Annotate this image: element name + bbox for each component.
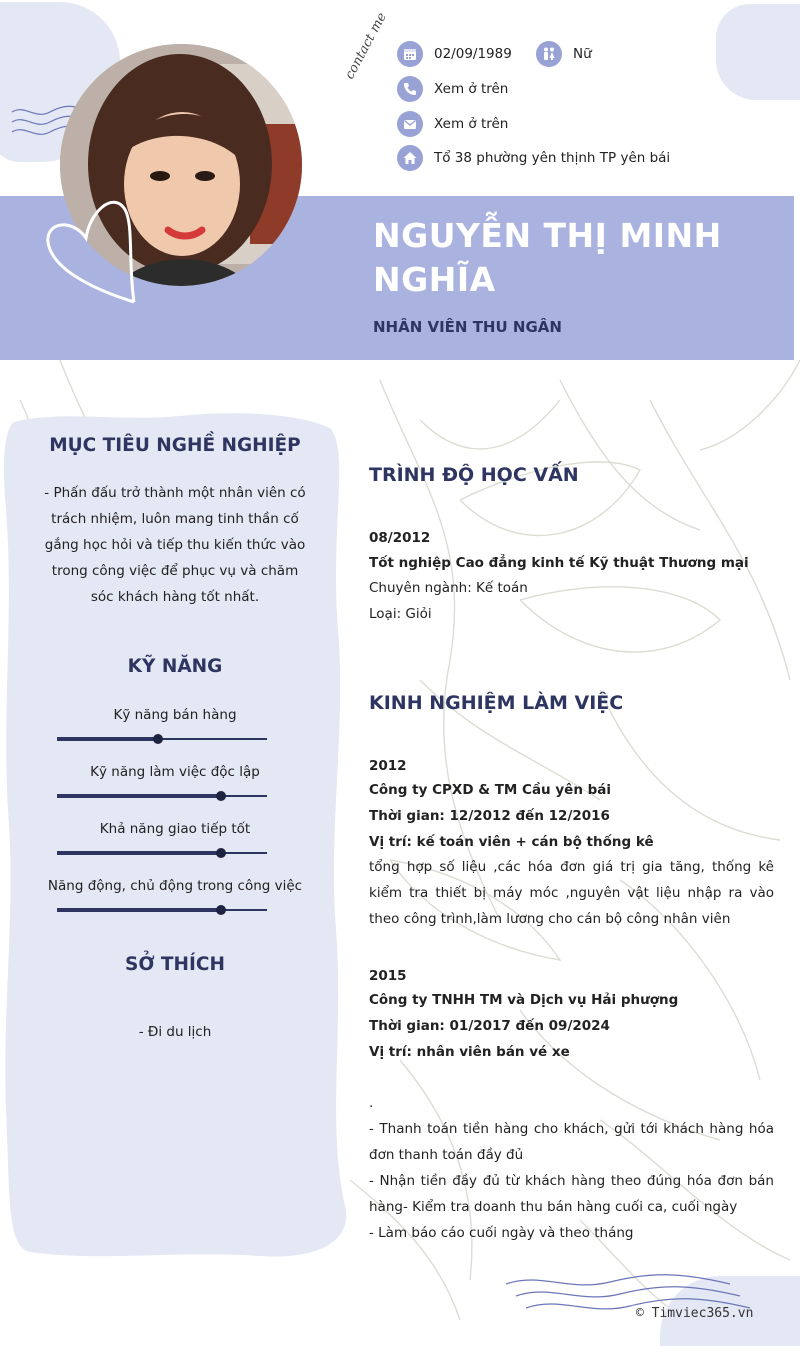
skill-label: Khả năng giao tiếp tốt	[99, 821, 251, 837]
skill-bar-fill	[57, 908, 221, 912]
job-duty-line: - Làm báo cáo cuối ngày và theo tháng	[369, 1225, 634, 1241]
phone-value: Xem ở trên	[434, 81, 509, 97]
skill-bar-fill	[57, 737, 158, 741]
envelope-icon	[397, 111, 423, 137]
address-value: Tổ 38 phường yên thịnh TP yên bái	[434, 150, 671, 166]
candidate-title: NHÂN VIÊN THU NGÂN	[373, 318, 562, 336]
job-year: 2012	[369, 758, 407, 774]
skill-bar	[57, 909, 267, 911]
job-position: Vị trí: nhân viên bán vé xe	[369, 1044, 570, 1060]
skill-bar	[57, 738, 267, 740]
contact-address	[397, 144, 670, 172]
skill-label: Kỹ năng làm việc độc lập	[90, 764, 260, 780]
home-icon	[397, 145, 423, 171]
job-period: Thời gian: 01/2017 đến 09/2024	[369, 1018, 610, 1034]
skill-bar-fill	[57, 851, 221, 855]
job-description	[369, 1090, 774, 1246]
gender-icon	[536, 41, 562, 67]
job-duty-line: - Nhận tiền đầy đủ từ khách hàng theo đúng hóa đơn bán hàng- Kiểm tra doanh thu bán hàng cuối ca, cuối ngày	[369, 1173, 774, 1215]
education-major: Chuyên ngành: Kế toán	[369, 580, 528, 596]
objective-text: - Phấn đấu trở thành một nhân viên có trách nhiệm, luôn mang tinh thần cố gắng học hỏi và tiếp thu kiến thức vào trong công việc để phục vụ và chăm sóc khách hàng tốt nhất.	[44, 485, 306, 605]
skill-bar	[57, 852, 267, 854]
job-description: tổng hợp số liệu ,các hóa đơn giá trị gia tăng, thống kê kiểm tra thiết bị máy móc ,nguyên vật liệu nhập ra vào theo công trình,làm lương cho cán bộ công nhân viên	[369, 859, 774, 927]
skill-bar-handle	[216, 905, 226, 915]
skill-label: Năng động, chủ động trong công việc	[47, 878, 303, 894]
candidate-name: NGUYỄN THỊ MINH NGHĨA	[373, 216, 722, 299]
skill-label: Kỹ năng bán hàng	[113, 707, 237, 723]
calendar-icon	[397, 41, 423, 67]
skill-bar-handle	[216, 791, 226, 801]
skill-bar-handle	[216, 848, 226, 858]
phone-icon	[397, 76, 423, 102]
skill-bar-handle	[153, 734, 163, 744]
email-value: Xem ở trên	[434, 116, 509, 132]
education-school: Tốt nghiệp Cao đẳng kinh tế Kỹ thuật Thương mại	[369, 555, 749, 571]
contact-gender	[536, 40, 592, 68]
hobby-item: - Đi du lịch	[138, 1024, 212, 1040]
skill-bar	[57, 795, 267, 797]
education-grade: Loại: Giỏi	[369, 606, 432, 622]
job-position: Vị trí: kế toán viên + cán bộ thống kê	[369, 834, 654, 850]
skills-heading: KỸ NĂNG	[127, 656, 223, 677]
job-year: 2015	[369, 968, 407, 984]
contact-dob	[397, 40, 512, 68]
experience-heading: KINH NGHIỆM LÀM VIỆC	[369, 692, 624, 714]
svg-text:contact me: contact me	[342, 10, 390, 82]
job-duty-line: .	[369, 1095, 374, 1111]
job-company: Công ty CPXD & TM Cầu yên bái	[369, 782, 612, 798]
job-duty-line: - Thanh toán tiền hàng cho khách, gửi tới khách hàng hóa đơn thanh toán đầy đủ	[369, 1121, 774, 1163]
contact-phone	[397, 75, 508, 103]
education-heading: TRÌNH ĐỘ HỌC VẤN	[369, 464, 579, 486]
hobbies-heading: SỞ THÍCH	[125, 954, 225, 975]
decor-heart-outline	[42, 182, 150, 306]
gender-value: Nữ	[573, 46, 592, 62]
dob-value: 02/09/1989	[434, 46, 512, 62]
site-credit: © Timviec365.vn	[636, 1306, 754, 1321]
job-company: Công ty TNHH TM và Dịch vụ Hải phượng	[369, 992, 679, 1008]
skill-bar-fill	[57, 794, 221, 798]
objective-heading: MỤC TIÊU NGHỀ NGHIỆP	[49, 435, 301, 456]
job-period: Thời gian: 12/2012 đến 12/2016	[369, 808, 610, 824]
contact-email	[397, 110, 508, 138]
decor-blob-top-right	[716, 4, 800, 100]
education-date: 08/2012	[369, 530, 431, 546]
